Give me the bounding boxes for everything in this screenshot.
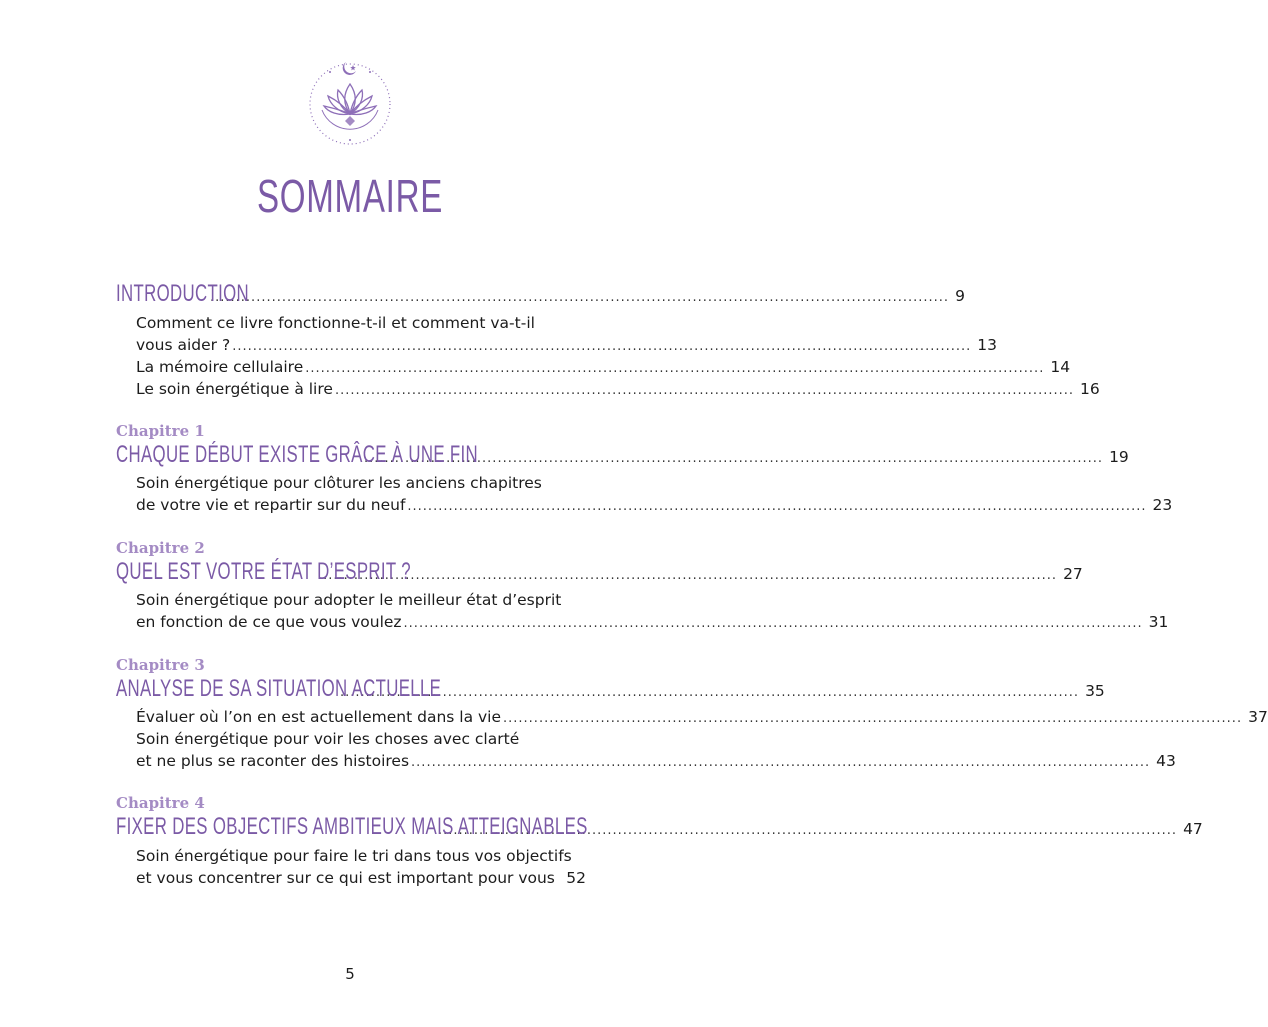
chapter-label: Chapitre 4 <box>116 794 205 812</box>
toc-subentry-text: Évaluer où l’on en est actuellement dans la vie <box>136 708 502 726</box>
toc-subentry[interactable] <box>136 496 1173 514</box>
toc-subentry[interactable] <box>136 869 586 887</box>
dot-leader: ................................................................................................................................................ <box>318 568 1058 583</box>
dot-leader: ................................................................................................................................................ <box>403 616 1143 631</box>
chapter-title: ANALYSE DE SA SITUATION ACTUELLE <box>116 675 442 702</box>
toc-entry-chapter-3[interactable] <box>116 675 1105 703</box>
chapter-title: QUEL EST VOTRE ÉTAT D’ESPRIT ? <box>116 558 411 585</box>
toc-entry-chapter-1[interactable] <box>116 441 1129 469</box>
page-number: 47 <box>1183 820 1203 838</box>
toc-entry-chapter-2[interactable] <box>116 558 1083 586</box>
toc-subentry-text: en fonction de ce que vous voulez <box>136 613 402 631</box>
toc-subentry-text: et ne plus se raconter des histoires <box>136 752 410 770</box>
page-number: 27 <box>1063 565 1083 583</box>
section-heading: INTRODUCTION <box>116 280 249 307</box>
chapter-title: FIXER DES OBJECTIFS AMBITIEUX MAIS ATTEIGNABLES <box>116 813 588 840</box>
toc-subentry[interactable] <box>136 613 1169 631</box>
page-number: 14 <box>1050 358 1071 376</box>
page-number: 23 <box>1152 496 1173 514</box>
toc-subentry[interactable] <box>136 336 997 354</box>
dot-leader: ................................................................................................................................................ <box>407 499 1147 514</box>
toc-subentry-line[interactable]: Soin énergétique pour clôturer les anciens chapitres <box>136 474 542 492</box>
dot-leader: ................................................................................................................................................ <box>364 451 1104 466</box>
toc-subentry-line[interactable]: Soin énergétique pour adopter le meilleur état d’esprit <box>136 591 562 609</box>
chapter-title: CHAQUE DÉBUT EXISTE GRÂCE À UNE FIN <box>116 441 478 468</box>
dot-leader: ................................................................................................................................................ <box>305 361 1045 376</box>
toc-subentry[interactable] <box>136 752 1176 770</box>
dot-leader: ................................................................................................................................................ <box>411 755 1151 770</box>
folio-page-number: 5 <box>345 965 355 983</box>
toc-subentry-text: Le soin énergétique à lire <box>136 380 333 398</box>
dot-leader: ................................................................................................................................................ <box>438 823 1178 838</box>
dot-leader: ................................................................................................................................................ <box>232 339 972 354</box>
toc-subentry-line[interactable]: Soin énergétique pour voir les choses avec clarté <box>136 730 520 748</box>
toc-entry-introduction[interactable] <box>116 280 965 308</box>
toc-subentry-text: vous aider ? <box>136 336 231 354</box>
chapter-label: Chapitre 3 <box>116 656 205 674</box>
dot-leader: ................................................................................................................................................ <box>340 685 1080 700</box>
page-number: 19 <box>1109 448 1129 466</box>
page-title: SOMMAIRE <box>256 170 444 222</box>
dot-leader: ................................................................................................................................................ <box>210 290 950 305</box>
toc-subentry[interactable] <box>136 380 1100 398</box>
toc-subentry-text: La mémoire cellulaire <box>136 358 304 376</box>
page-number: 31 <box>1148 613 1169 631</box>
toc-subentry-line[interactable]: Soin énergétique pour faire le tri dans tous vos objectifs <box>136 847 572 865</box>
page-number: 16 <box>1080 380 1100 398</box>
toc-entry-chapter-4[interactable] <box>116 813 1203 841</box>
lotus-moon-emblem-icon <box>300 52 400 147</box>
dot-leader: ................................................................................................................................................ <box>334 383 1074 398</box>
toc-subentry[interactable] <box>136 708 1268 726</box>
chapter-label: Chapitre 2 <box>116 539 205 557</box>
page-number: 13 <box>977 336 997 354</box>
chapter-label: Chapitre 1 <box>116 422 205 440</box>
toc-subentry[interactable] <box>136 358 1071 376</box>
toc-subentry-text: de votre vie et repartir sur du neuf <box>136 496 406 514</box>
page-number: 9 <box>955 287 965 305</box>
toc-subentry-text: et vous concentrer sur ce qui est important pour vous <box>136 869 555 887</box>
page-number: 37 <box>1248 708 1268 726</box>
toc-subentry-line[interactable]: Comment ce livre fonctionne-t-il et comment va-t-il <box>136 314 535 332</box>
page-number: 43 <box>1156 752 1176 770</box>
page-number: 35 <box>1085 682 1105 700</box>
page-number: 52 <box>566 869 586 887</box>
dot-leader: ................................................................................................................................................ <box>503 711 1243 726</box>
